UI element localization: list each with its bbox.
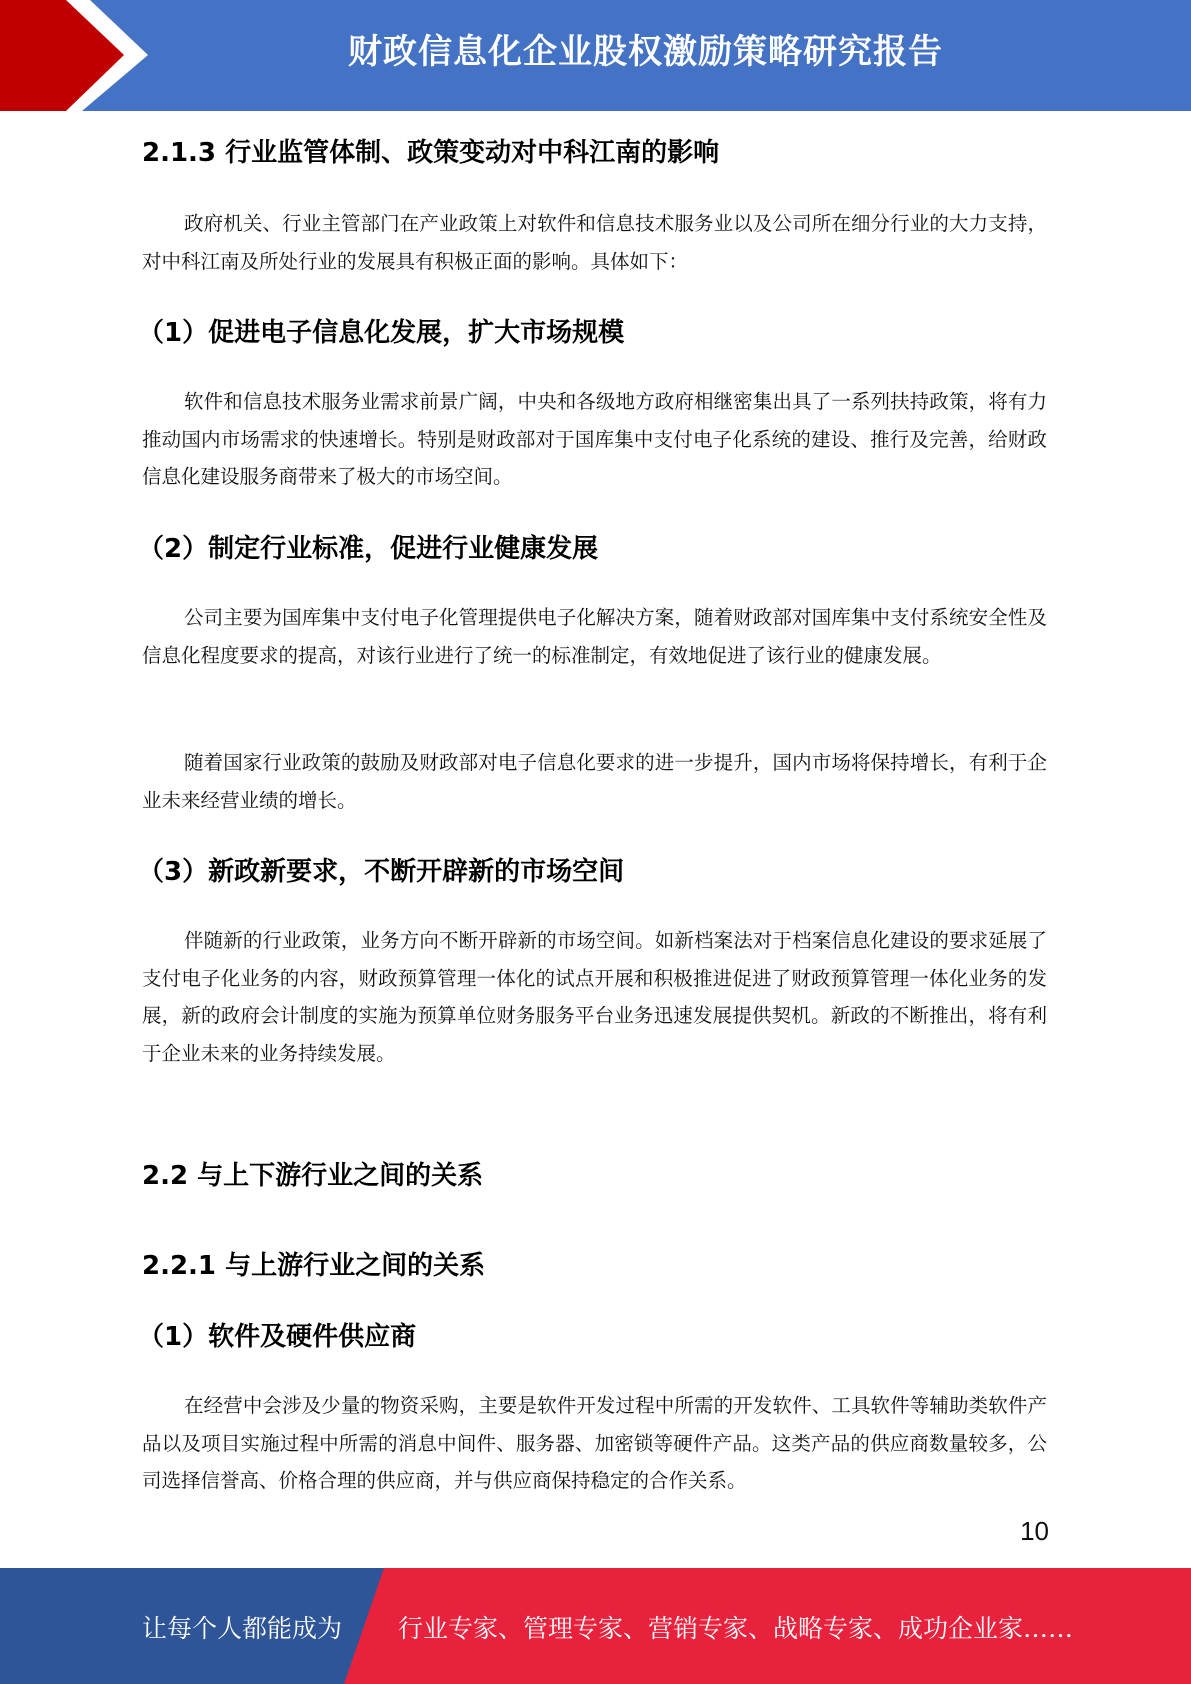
subheading-market-scale: （1）促进电子信息化发展，扩大市场规模 <box>138 318 625 348</box>
section-heading-2-2-1: 2.2.1 与上游行业之间的关系 <box>142 1251 486 1281</box>
page-number: 10 <box>1020 1516 1049 1546</box>
paragraph-intro: 政府机关、行业主管部门在产业政策上对软件和信息技术服务业以及公司所在细分行业的大力支持，对中科江南及所处行业的发展具有积极正面的影响。具体如下： <box>142 212 1047 273</box>
footer-slogan-left: 让每个人都能成为 <box>142 1614 343 1643</box>
paragraph-suppliers: 在经营中会涉及少量的物资采购，主要是软件开发过程中所需的开发软件、工具软件等辅助类软件产品以及项目实施过程中所需的消息中间件、服务器、加密锁等硬件产品。这类产品的供应商数量较多，公司选择信誉高、价格合理的供应商，并与供应商保持稳定的合作关系。 <box>142 1394 1047 1492</box>
subheading-new-policy: （3）新政新要求，不断开辟新的市场空间 <box>138 857 625 887</box>
paragraph-new-policy: 伴随新的行业政策，业务方向不断开辟新的市场空间。如新档案法对于档案信息化建设的要求延展了支付电子化业务的内容，财政预算管理一体化的试点开展和积极推进促进了财政预算管理一体化业务的发展，新的政府会计制度的实施为预算单位财务服务平台业务迅速发展提供契机。新政的不断推出，将有利于企业未来的业务持续发展。 <box>142 929 1047 1065</box>
paragraph-industry-standard: 公司主要为国库集中支付电子化管理提供电子化解决方案，随着财政部对国库集中支付系统安全性及信息化程度要求的提高，对该行业进行了统一的标准制定，有效地促进了该行业的健康发展。 <box>142 606 1047 667</box>
section-heading-2-1-3: 2.1.3 行业监管体制、政策变动对中科江南的影响 <box>142 138 720 168</box>
subheading-industry-standard: （2）制定行业标准，促进行业健康发展 <box>138 534 599 564</box>
paragraph-market-growth: 随着国家行业政策的鼓励及财政部对电子信息化要求的进一步提升，国内市场将保持增长，有利于企业未来经营业绩的增长。 <box>142 751 1047 812</box>
paragraph-market-scale: 软件和信息技术服务业需求前景广阔，中央和各级地方政府相继密集出具了一系列扶持政策，将有力推动国内市场需求的快速增长。特别是财政部对于国库集中支付电子化系统的建设、推行及完善，给财政信息化建设服务商带来了极大的市场空间。 <box>142 390 1047 488</box>
page-footer <box>0 1568 1191 1684</box>
page-header <box>0 0 1191 111</box>
header-title: 财政信息化企业股权激励策略研究报告 <box>348 32 943 72</box>
section-heading-2-2: 2.2 与上下游行业之间的关系 <box>142 1161 484 1191</box>
footer-slogan-right: 行业专家、管理专家、营销专家、战略专家、成功企业家…… <box>398 1614 1074 1643</box>
subheading-suppliers: （1）软件及硬件供应商 <box>138 1322 417 1352</box>
